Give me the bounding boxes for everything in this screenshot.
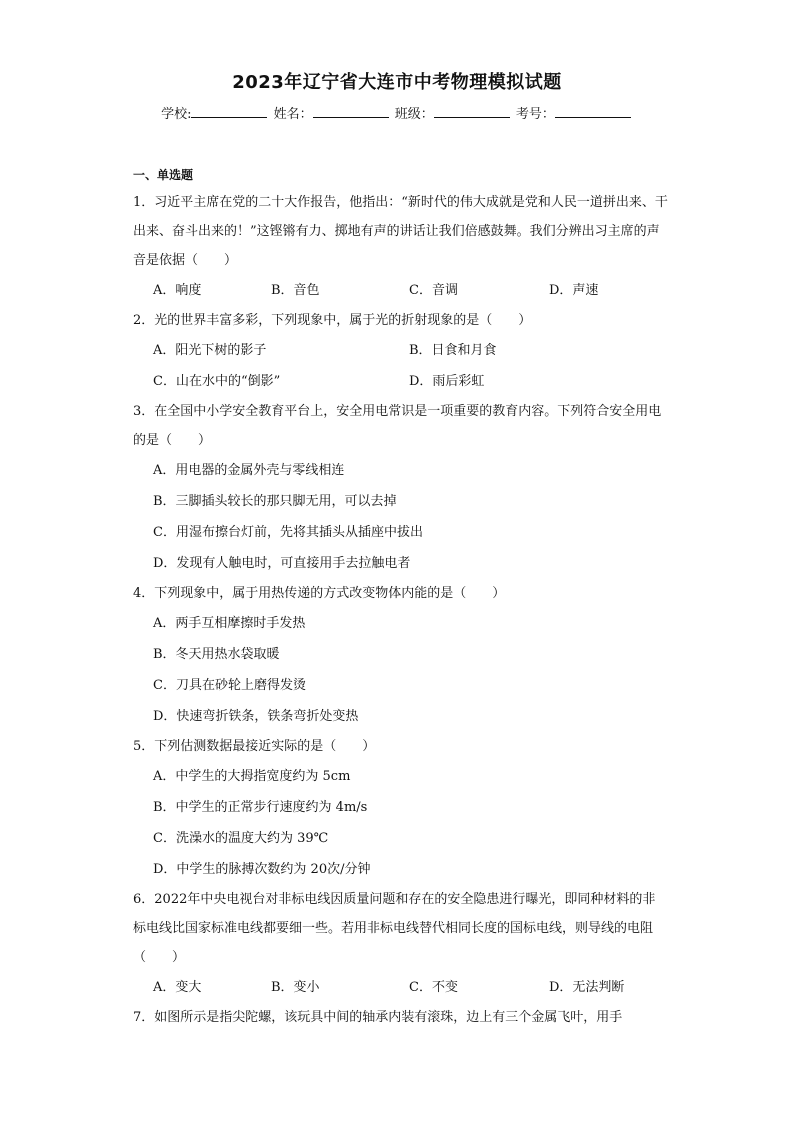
question-stem: 6．2022年中央电视台对非标电线因质量问题和存在的安全隐患进行曝光，即同种材料的非标电线比国家标准电线都要细一些。若用非标电线替代相同长度的国标电线，则导线的电阻（ ） [133, 892, 656, 965]
option-a: A．用电器的金属外壳与零线相连 [153, 463, 345, 478]
section-title: 一、单选题 [133, 168, 194, 182]
info-label-name: 姓名： [273, 107, 313, 122]
question-stem: 3．在全国中小学安全教育平台上，安全用电常识是一项重要的教育内容。下列符合安全用电的是（ ） [133, 404, 662, 448]
option-c: C．山在水中的“倒影” [153, 374, 281, 389]
school-blank [191, 105, 267, 118]
question-stem: 1．习近平主席在党的二十大作报告，他指出：“新时代的伟大成就是党和人民一道拼出来、干出来、奋斗出来的！”这铿锵有力、掷地有声的讲话让我们倍感鼓舞。我们分辨出习主席的声音是依据（ ） [133, 195, 668, 268]
option-b: B．冬天用热水袋取暖 [153, 647, 280, 662]
option-b: B．音色 [271, 283, 320, 298]
question-6 [133, 885, 668, 1003]
option-b: B．中学生的正常步行速度约为 4m/s [153, 800, 368, 815]
option-d: D．声速 [549, 283, 599, 298]
question-1 [133, 188, 668, 306]
option-b: B．变小 [271, 980, 320, 995]
option-row [133, 275, 668, 306]
option-c: C．洗澡水的温度大约为 39℃ [153, 831, 329, 846]
option-d: D．雨后彩虹 [409, 374, 485, 389]
option-a: A．两手互相摩擦时手发热 [153, 616, 306, 631]
exam-number-blank [555, 105, 631, 118]
info-label-exam-number: 考号： [515, 107, 555, 122]
question-2 [133, 306, 668, 397]
option-b: B．三脚插头较长的那只脚无用，可以去掉 [153, 494, 397, 509]
option-a: A．阳光下树的影子 [153, 343, 267, 358]
exam-title: 2023年辽宁省大连市中考物理模拟试题 [232, 72, 562, 93]
name-blank [313, 105, 389, 118]
option-a: A．变大 [153, 980, 202, 995]
question-7 [133, 1003, 668, 1032]
info-label-class: 班级： [394, 107, 434, 122]
option-c: C．用湿布擦台灯前，先将其插头从插座中拔出 [153, 525, 423, 540]
option-c: C．刀具在砂轮上磨得发烫 [153, 678, 306, 693]
option-a: A．中学生的大拇指宽度约为 5cm [153, 769, 351, 784]
option-row [133, 366, 668, 397]
question-list [133, 188, 668, 1032]
question-4 [133, 579, 668, 732]
question-stem: 5．下列估测数据最接近实际的是（ ） [133, 739, 376, 754]
student-info-row [0, 103, 794, 122]
option-d: D．快速弯折铁条，铁条弯折处变热 [153, 709, 359, 724]
option-d: D．中学生的脉搏次数约为 20次/分钟 [153, 862, 371, 877]
question-3 [133, 397, 668, 579]
option-row [133, 335, 668, 366]
class-blank [434, 105, 510, 118]
option-d: D．无法判断 [549, 980, 625, 995]
option-row [133, 972, 668, 1003]
option-c: C．不变 [409, 980, 458, 995]
question-stem: 7．如图所示是指尖陀螺，该玩具中间的轴承内装有滚珠，边上有三个金属飞叶，用手 [133, 1010, 623, 1025]
option-d: D．发现有人触电时，可直接用手去拉触电者 [153, 556, 411, 571]
option-b: B．日食和月食 [409, 343, 497, 358]
question-stem: 2．光的世界丰富多彩，下列现象中，属于光的折射现象的是（ ） [133, 313, 532, 328]
info-label-school: 学校: [161, 107, 192, 122]
question-5 [133, 732, 668, 885]
question-stem: 4．下列现象中，属于用热传递的方式改变物体内能的是（ ） [133, 586, 506, 601]
option-c: C．音调 [409, 283, 458, 298]
option-a: A．响度 [153, 283, 202, 298]
